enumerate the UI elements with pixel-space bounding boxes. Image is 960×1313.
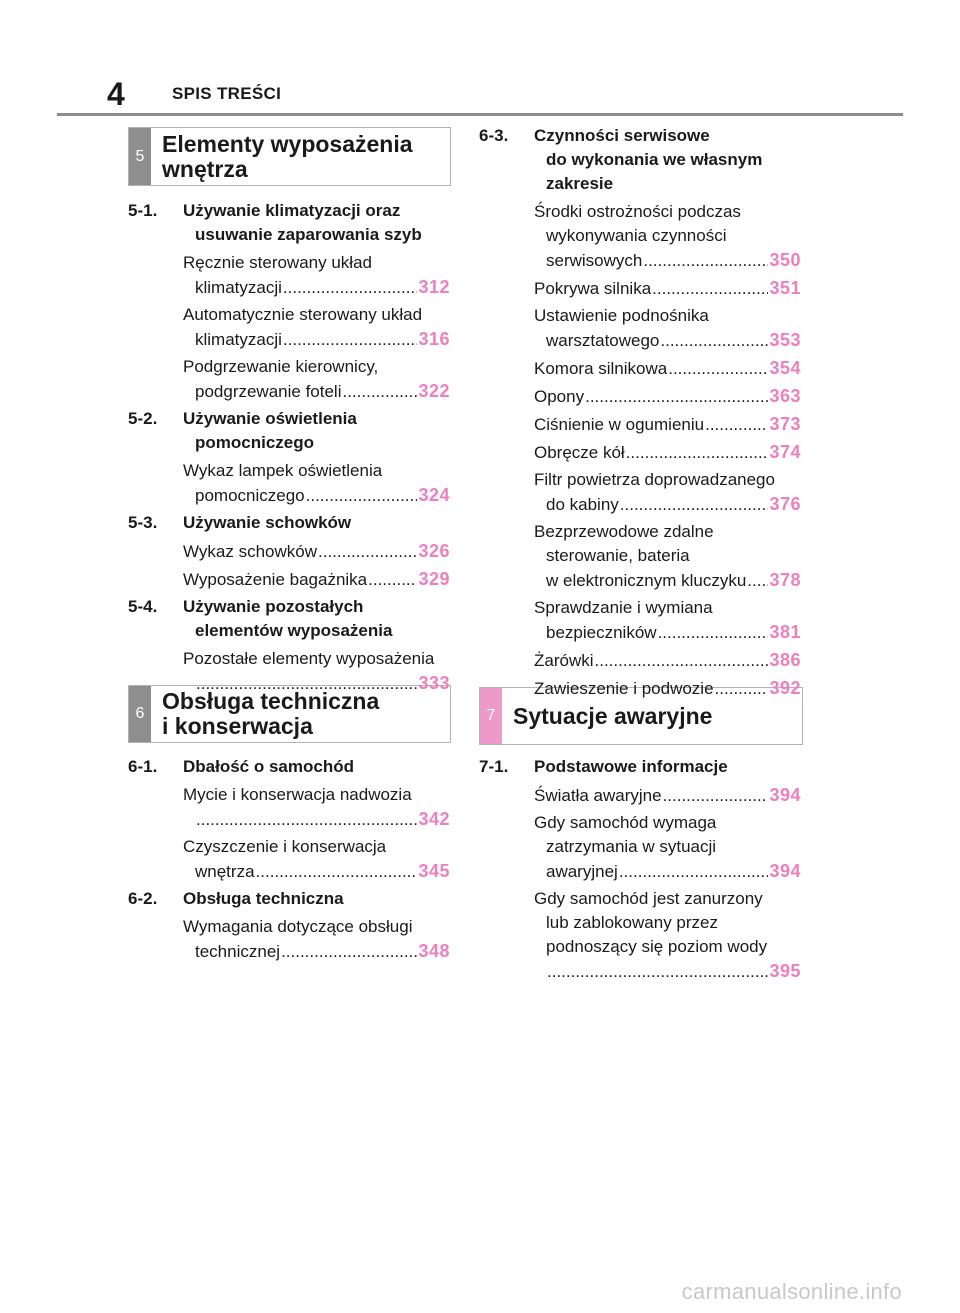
toc-entry-text: Ręcznie sterowany układ bbox=[183, 253, 372, 272]
toc-column-right-top bbox=[479, 124, 801, 704]
toc-entry[interactable] bbox=[479, 468, 801, 517]
toc-entry-text: klimatyzacji bbox=[195, 278, 282, 297]
toc-entry-text: Automatycznie sterowany układ bbox=[183, 305, 423, 324]
dot-leader bbox=[306, 484, 418, 508]
page-link[interactable]: 333 bbox=[418, 673, 450, 693]
subsection-heading bbox=[128, 511, 450, 535]
section-5-tab: 5 bbox=[129, 128, 151, 185]
header-rule bbox=[57, 113, 903, 116]
toc-entry[interactable] bbox=[479, 276, 801, 301]
subsection-heading bbox=[128, 755, 450, 779]
toc-entry-text: Wykaz lampek oświetlenia bbox=[183, 461, 383, 480]
dot-leader bbox=[196, 672, 417, 696]
dot-leader bbox=[585, 385, 768, 409]
toc-entry-text: serwisowych bbox=[546, 251, 643, 270]
page-link[interactable]: 322 bbox=[418, 381, 450, 401]
toc-entry-text: Światła awaryjne bbox=[534, 786, 662, 805]
toc-entry-text: Obręcze kół bbox=[534, 443, 625, 462]
dot-leader bbox=[705, 413, 768, 437]
toc-entry[interactable] bbox=[479, 783, 801, 808]
dot-leader bbox=[342, 380, 417, 404]
toc-entry[interactable] bbox=[479, 648, 801, 673]
toc-entry-last-line bbox=[534, 959, 801, 984]
page-link[interactable]: 350 bbox=[769, 250, 801, 270]
toc-entry-text: pomocniczego bbox=[195, 486, 305, 505]
subsection-heading bbox=[128, 199, 450, 247]
page-link[interactable]: 316 bbox=[418, 329, 450, 349]
page-link[interactable]: 392 bbox=[769, 678, 801, 698]
toc-entry-last-line bbox=[534, 384, 801, 409]
toc-entry-last-line bbox=[534, 276, 801, 301]
dot-leader bbox=[283, 328, 418, 352]
page-number: 4 bbox=[107, 76, 125, 112]
dot-leader bbox=[715, 677, 769, 701]
page-link[interactable]: 381 bbox=[769, 622, 801, 642]
toc-entry[interactable] bbox=[128, 303, 450, 352]
toc-entry-text: Wyposażenie bagażnika bbox=[183, 570, 368, 589]
toc-entry[interactable] bbox=[128, 915, 450, 964]
subsection-number: 5-4. bbox=[128, 597, 158, 616]
dot-leader bbox=[281, 940, 417, 964]
page-link[interactable]: 378 bbox=[769, 570, 801, 590]
toc-entry-text: warsztatowego bbox=[546, 331, 660, 350]
toc-entry-last-line bbox=[534, 568, 801, 593]
toc-entry-last-line bbox=[534, 440, 801, 465]
subsection-heading bbox=[128, 595, 450, 643]
section-5-title-line: Elementy wyposażenia bbox=[162, 130, 413, 157]
toc-entry-text: Wymagania dotyczące obsługi bbox=[183, 917, 413, 936]
toc-entry-text: podnoszący się poziom wody bbox=[546, 937, 768, 956]
subsection-title-line: Używanie schowków bbox=[183, 513, 352, 532]
section-5-box bbox=[128, 127, 451, 186]
toc-entry[interactable] bbox=[479, 356, 801, 381]
toc-entry[interactable] bbox=[128, 459, 450, 508]
toc-entry-text: w elektronicznym kluczyku bbox=[546, 571, 747, 590]
page-link[interactable]: 342 bbox=[418, 809, 450, 829]
dot-leader bbox=[256, 860, 418, 884]
toc-entry-last-line bbox=[534, 328, 801, 353]
toc-entry-last-line bbox=[183, 671, 450, 696]
page-link[interactable]: 348 bbox=[418, 941, 450, 961]
page-link[interactable]: 395 bbox=[769, 961, 801, 981]
toc-entry[interactable] bbox=[128, 783, 450, 832]
toc-entry-last-line bbox=[534, 412, 801, 437]
subsection-title-line: Używanie klimatyzacji oraz bbox=[183, 201, 401, 220]
subsection-title-line: Obsługa techniczna bbox=[183, 889, 344, 908]
subsection-title-line: elementów wyposażenia bbox=[195, 621, 393, 640]
toc-entry-text: Filtr powietrza doprowadzanego bbox=[534, 470, 775, 489]
subsection-title-line: usuwanie zaparowania szyb bbox=[195, 225, 422, 244]
toc-entry-text: podgrzewanie foteli bbox=[195, 382, 342, 401]
toc-entry-text: Podgrzewanie kierownicy, bbox=[183, 357, 379, 376]
section-5-title-line: wnętrza bbox=[162, 155, 248, 182]
toc-entry-text: lub zablokowany przez bbox=[546, 913, 718, 932]
page-link[interactable]: 394 bbox=[769, 861, 801, 881]
toc-entry-text: Zawieszenie i podwozie bbox=[534, 679, 714, 698]
toc-entry-text: do kabiny bbox=[546, 495, 619, 514]
page-link[interactable]: 324 bbox=[418, 485, 450, 505]
page-link[interactable]: 386 bbox=[769, 650, 801, 670]
section-5-title bbox=[162, 128, 444, 185]
toc-entry-text: Gdy samochód wymaga bbox=[534, 813, 717, 832]
toc-entry-text: technicznej bbox=[195, 942, 281, 961]
toc-entry-text: Mycie i konserwacja nadwozia bbox=[183, 785, 412, 804]
toc-entry-text: bezpieczników bbox=[546, 623, 657, 642]
page-header-title: SPIS TREŚCI bbox=[172, 84, 282, 103]
toc-entry-last-line bbox=[534, 676, 801, 701]
subsection-number: 5-1. bbox=[128, 201, 158, 220]
dot-leader bbox=[643, 249, 768, 273]
toc-entry[interactable] bbox=[479, 596, 801, 645]
toc-entry-text: Pokrywa silnika bbox=[534, 279, 652, 298]
section-6-title-line: Obsługa techniczna bbox=[162, 688, 380, 714]
toc-entry-text: wnętrza bbox=[195, 862, 255, 881]
toc-entry-last-line bbox=[183, 275, 450, 300]
toc-entry-text: Gdy samochód jest zanurzony bbox=[534, 889, 763, 908]
subsection-title-line: zakresie bbox=[546, 174, 614, 193]
section-7-tab: 7 bbox=[480, 688, 502, 744]
toc-entry[interactable] bbox=[479, 676, 801, 701]
subsection-title-line: Używanie pozostałych bbox=[183, 597, 364, 616]
subsection-heading bbox=[479, 124, 801, 196]
toc-entry[interactable] bbox=[479, 412, 801, 437]
subsection-title-line: Podstawowe informacje bbox=[534, 757, 728, 776]
toc-entry[interactable] bbox=[479, 384, 801, 409]
toc-entry-text: Sprawdzanie i wymiana bbox=[534, 598, 713, 617]
toc-entry-text: Bezprzewodowe zdalne bbox=[534, 522, 714, 541]
toc-entry-text: zatrzymania w sytuacji bbox=[546, 837, 717, 856]
subsection-title-line: Czynności serwisowe bbox=[534, 126, 710, 145]
toc-entry[interactable] bbox=[479, 200, 801, 273]
toc-entry-text: Ciśnienie w ogumieniu bbox=[534, 415, 705, 434]
dot-leader bbox=[620, 493, 769, 517]
dot-leader bbox=[668, 357, 768, 381]
page-link[interactable]: 329 bbox=[418, 569, 450, 589]
toc-entry-text: Komora silnikowa bbox=[534, 359, 668, 378]
dot-leader bbox=[658, 621, 769, 645]
toc-entry-text: awaryjnej bbox=[546, 862, 618, 881]
toc-entry[interactable] bbox=[479, 440, 801, 465]
toc-column-left-top bbox=[128, 199, 450, 699]
section-6-tab: 6 bbox=[129, 686, 151, 742]
toc-entry-text: klimatyzacji bbox=[195, 330, 282, 349]
subsection-title-line: pomocniczego bbox=[195, 433, 315, 452]
toc-entry-last-line bbox=[183, 539, 450, 564]
toc-entry-last-line bbox=[183, 859, 450, 884]
toc-entry[interactable] bbox=[128, 567, 450, 592]
page-link[interactable]: 363 bbox=[769, 386, 801, 406]
subsection-title-line: do wykonania we własnym bbox=[546, 150, 763, 169]
toc-entry[interactable] bbox=[128, 647, 450, 696]
dot-leader bbox=[595, 649, 769, 673]
toc-entry[interactable] bbox=[128, 355, 450, 404]
page-link[interactable]: 312 bbox=[418, 277, 450, 297]
subsection-number: 7-1. bbox=[479, 757, 509, 776]
page-link[interactable]: 351 bbox=[769, 278, 801, 298]
toc-entry-text: wykonywania czynności bbox=[546, 226, 727, 245]
dot-leader bbox=[652, 277, 768, 301]
toc-entry-last-line bbox=[183, 483, 450, 508]
toc-entry-last-line bbox=[534, 783, 801, 808]
page-link[interactable]: 353 bbox=[769, 330, 801, 350]
subsection-number: 6-2. bbox=[128, 889, 158, 908]
section-7-title-line: Sytuacje awaryjne bbox=[513, 702, 713, 729]
subsection-number: 6-1. bbox=[128, 757, 158, 776]
toc-entry-text: Żarówki bbox=[534, 651, 594, 670]
page-link[interactable]: 373 bbox=[769, 414, 801, 434]
subsection-title-line: Używanie oświetlenia bbox=[183, 409, 357, 428]
toc-entry-last-line bbox=[183, 939, 450, 964]
toc-entry[interactable] bbox=[128, 835, 450, 884]
subsection-number: 6-3. bbox=[479, 126, 509, 145]
toc-entry[interactable] bbox=[479, 887, 801, 984]
toc-entry-text: Czyszczenie i konserwacja bbox=[183, 837, 387, 856]
section-6-title-line: i konserwacja bbox=[162, 713, 313, 739]
toc-entry[interactable] bbox=[479, 811, 801, 884]
toc-entry-text: Pozostałe elementy wyposażenia bbox=[183, 649, 435, 668]
toc-entry-text: Wykaz schowków bbox=[183, 542, 317, 561]
toc-entry[interactable] bbox=[128, 539, 450, 564]
toc-entry-last-line bbox=[183, 327, 450, 352]
page-link[interactable]: 376 bbox=[769, 494, 801, 514]
page-link[interactable]: 394 bbox=[769, 785, 801, 805]
toc-column-right-bottom bbox=[479, 755, 801, 987]
page-link[interactable]: 354 bbox=[769, 358, 801, 378]
dot-leader bbox=[747, 569, 768, 593]
page-link[interactable]: 374 bbox=[769, 442, 801, 462]
toc-entry-last-line bbox=[534, 356, 801, 381]
dot-leader bbox=[619, 860, 769, 884]
toc-entry[interactable] bbox=[128, 251, 450, 300]
toc-entry-last-line bbox=[183, 379, 450, 404]
dot-leader bbox=[283, 276, 418, 300]
subsection-heading bbox=[128, 407, 450, 455]
toc-entry-last-line bbox=[534, 620, 801, 645]
toc-entry-last-line bbox=[183, 567, 450, 592]
subsection-heading bbox=[479, 755, 801, 779]
page-link[interactable]: 326 bbox=[418, 541, 450, 561]
subsection-title-line: Dbałość o samochód bbox=[183, 757, 354, 776]
dot-leader bbox=[318, 540, 417, 564]
toc-entry-text: Opony bbox=[534, 387, 585, 406]
toc-entry-last-line bbox=[534, 492, 801, 517]
toc-entry[interactable] bbox=[479, 520, 801, 593]
toc-entry-text: Ustawienie podnośnika bbox=[534, 306, 709, 325]
toc-column-left-bottom bbox=[128, 755, 450, 967]
page-link[interactable]: 345 bbox=[418, 861, 450, 881]
dot-leader bbox=[196, 808, 417, 832]
subsection-number: 5-3. bbox=[128, 513, 158, 532]
toc-entry-last-line bbox=[534, 248, 801, 273]
toc-entry-text: sterowanie, bateria bbox=[546, 546, 690, 565]
toc-entry-last-line bbox=[534, 859, 801, 884]
toc-entry-last-line bbox=[183, 807, 450, 832]
dot-leader bbox=[660, 329, 768, 353]
subsection-heading bbox=[128, 887, 450, 911]
subsection-number: 5-2. bbox=[128, 409, 158, 428]
watermark: carmanualsonline.info bbox=[681, 1279, 902, 1304]
toc-entry[interactable] bbox=[479, 304, 801, 353]
toc-entry-last-line bbox=[534, 648, 801, 673]
dot-leader bbox=[626, 441, 769, 465]
dot-leader bbox=[663, 784, 769, 808]
toc-entry-text: Środki ostrożności podczas bbox=[534, 202, 741, 221]
dot-leader bbox=[547, 960, 768, 984]
dot-leader bbox=[368, 568, 417, 592]
